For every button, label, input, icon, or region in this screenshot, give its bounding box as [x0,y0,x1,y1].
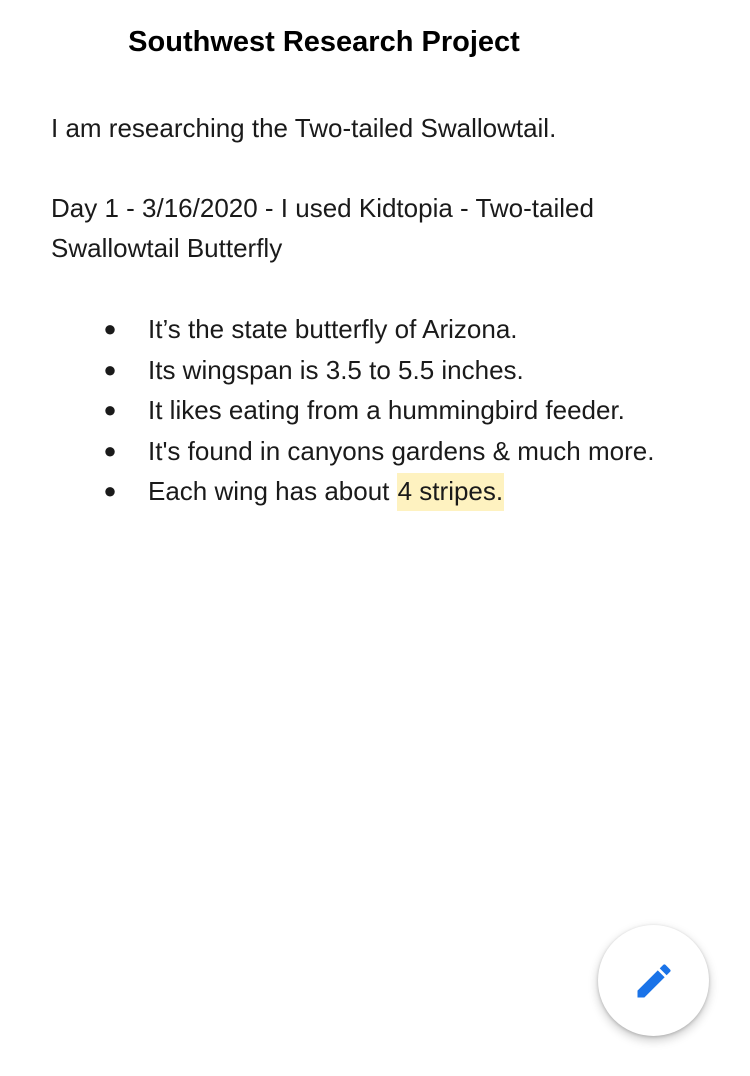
bullet-icon: ● [103,356,117,382]
list-item [51,471,711,512]
bullet-icon: ● [103,478,117,503]
list-item [51,309,711,350]
list-item-text-prefix: Each wing has about [148,476,397,506]
highlighted-text: 4 stripes. [397,473,505,511]
day-entry-line: Day 1 - 3/16/2020 - I used Kidtopia - Two-tailed [51,193,594,223]
list-item-text: It’s the state butterfly of Arizona. [148,314,518,344]
document-title: Southwest Research Project [128,26,520,58]
bullet-icon: ● [103,437,117,463]
list-item [51,431,711,472]
list-item [51,390,711,431]
list-item-text: Its wingspan is 3.5 to 5.5 inches. [148,354,524,385]
edit-fab-button[interactable] [598,925,709,1036]
day-entry-line: Swallowtail Butterfly [51,233,283,263]
list-item [51,350,711,391]
fact-list [51,309,711,512]
bullet-icon: ● [103,397,117,422]
intro-paragraph: I am researching the Two-tailed Swallowtail. [51,113,557,143]
day-entry-paragraph [51,188,711,268]
pencil-edit-icon [632,959,676,1003]
list-item-text: It likes eating from a hummingbird feeder. [148,395,625,425]
bullet-icon: ● [103,316,117,341]
list-item-text: It's found in canyons gardens & much more. [148,435,655,466]
